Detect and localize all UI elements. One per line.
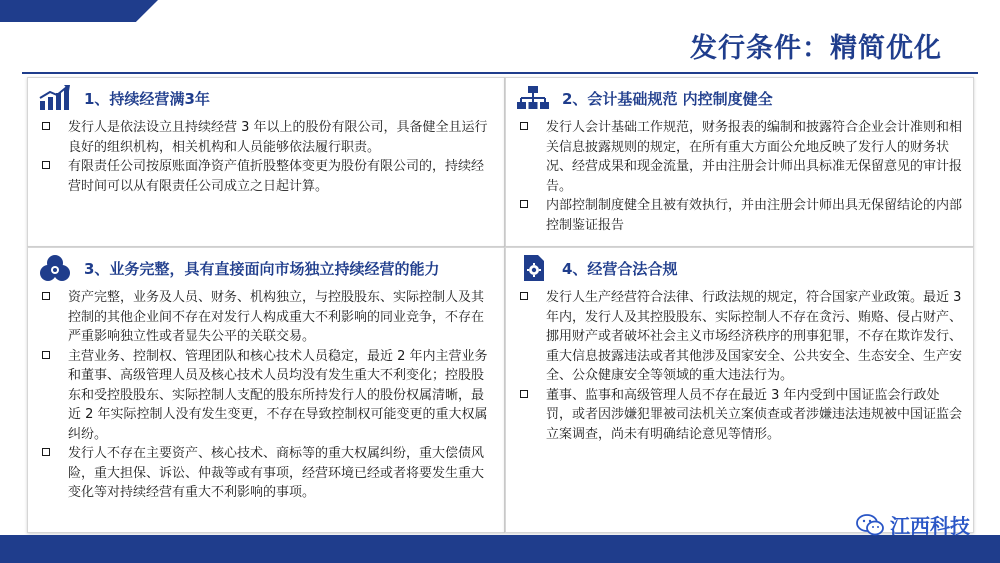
- item-text: 有限责任公司按原账面净资产值折股整体变更为股份有限公司的，持续经营时间可以从有限责任公司成立之日起计算。: [68, 159, 485, 194]
- item-text: 主营业务、控制权、管理团队和核心技术人员稳定，最近 2 年内主营业务和董事、高级管理人员及核心技术人员均没有发生重大不利变化；控股股东和受控股股东、实际控制人支配的股东所持发行人的股份权属清晰，最近 2 年实际控制人没有发生变更，不存在导致控制权可能变更的重大权属纠纷。: [68, 348, 488, 442]
- checkbox-bullet-icon: [520, 390, 528, 398]
- item-text: 董事、监事和高级管理人员不存在最近 3 年内受到中国证监会行政处罚，或者因涉嫌犯罪被司法机关立案侦查或者涉嫌违法违规被中国证监会立案调查，尚未有明确结论意见等情形。: [546, 387, 963, 442]
- checkbox-bullet-icon: [42, 448, 50, 456]
- wechat-icon: [856, 513, 884, 537]
- list-item: [518, 288, 963, 386]
- item-text: 资产完整，业务及人员、财务、机构独立，与控股股东、实际控制人及其控制的其他企业间不存在对发行人构成重大不利影响的同业竞争，不存在严重影响独立性或者显失公平的关联交易。: [68, 290, 485, 344]
- panel-title: 3、业务完整，具有直接面向市场独立持续经营的能力: [84, 259, 440, 278]
- item-text: 发行人会计基础工作规范，财务报表的编制和披露符合企业会计准则和相关信息披露规则的规定，在所有重大方面公允地反映了发行人的财务状况、经营成果和现金流量，并由注册会计师出具标准无保留意见的审计报告。: [546, 120, 963, 194]
- list-item: [40, 157, 494, 196]
- checkbox-bullet-icon: [520, 292, 528, 300]
- panel-title: 2、会计基础规范 内控制度健全: [562, 89, 773, 108]
- list-item: [40, 347, 494, 445]
- checkbox-bullet-icon: [520, 122, 528, 130]
- page-title: 发行条件：精简优化: [690, 33, 942, 64]
- top-decor-stripe: [0, 0, 158, 22]
- panel-legal-compliance: [505, 247, 974, 533]
- checkbox-bullet-icon: [42, 351, 50, 359]
- panel-continuous-operation: [27, 77, 505, 247]
- bar-chart-growth-icon: [38, 84, 72, 112]
- checkbox-bullet-icon: [42, 161, 50, 169]
- checkbox-bullet-icon: [42, 292, 50, 300]
- panel-title: 4、经营合法合规: [562, 259, 678, 278]
- title-divider: [22, 72, 978, 74]
- document-gear-icon: [516, 254, 550, 282]
- panel-accounting-controls: [505, 77, 974, 247]
- item-text: 发行人是依法设立且持续经营 3 年以上的股份有限公司，具备健全且运行良好的组织机构，相关机构和人员能够依法履行职责。: [68, 120, 488, 155]
- panel-header: [506, 78, 973, 118]
- panel-business-independence: [27, 247, 505, 533]
- watermark: [856, 510, 970, 539]
- list-item: [518, 196, 963, 235]
- list-item: [518, 118, 963, 196]
- list-item: [518, 386, 963, 445]
- item-text: 发行人不存在主要资产、核心技术、商标等的重大权属纠纷，重大偿债风险，重大担保、诉讼、仲裁等或有事项，经营环境已经或者将要发生重大变化等对持续经营有重大不利影响的事项。: [68, 446, 485, 500]
- watermark-text: 江西科技: [890, 514, 970, 538]
- org-chart-icon: [516, 84, 550, 112]
- list-item: [40, 118, 494, 157]
- panel-header: [28, 248, 504, 288]
- panel-header: [28, 78, 504, 118]
- item-text: 发行人生产经营符合法律、行政法规的规定，符合国家产业政策。最近 3 年内，发行人及其控股股东、实际控制人不存在贪污、贿赂、侵占财产、挪用财产或者破坏社会主义市场经济秩序的刑事犯罪，不存在欺诈发行、重大信息披露违法或者其他涉及国家安全、公共安全、生态安全、生产安全、公众健康安全等领域的重大违法行为。: [546, 290, 963, 383]
- interlocking-circles-icon: [38, 254, 72, 282]
- checkbox-bullet-icon: [42, 122, 50, 130]
- list-item: [40, 288, 494, 347]
- bottom-bar: [0, 535, 1000, 563]
- panel-title: 1、持续经营满3年: [84, 89, 210, 108]
- list-item: [40, 444, 494, 503]
- item-text: 内部控制制度健全且被有效执行，并由注册会计师出具无保留结论的内部控制鉴证报告: [546, 198, 963, 233]
- checkbox-bullet-icon: [520, 200, 528, 208]
- panel-header: [506, 248, 973, 288]
